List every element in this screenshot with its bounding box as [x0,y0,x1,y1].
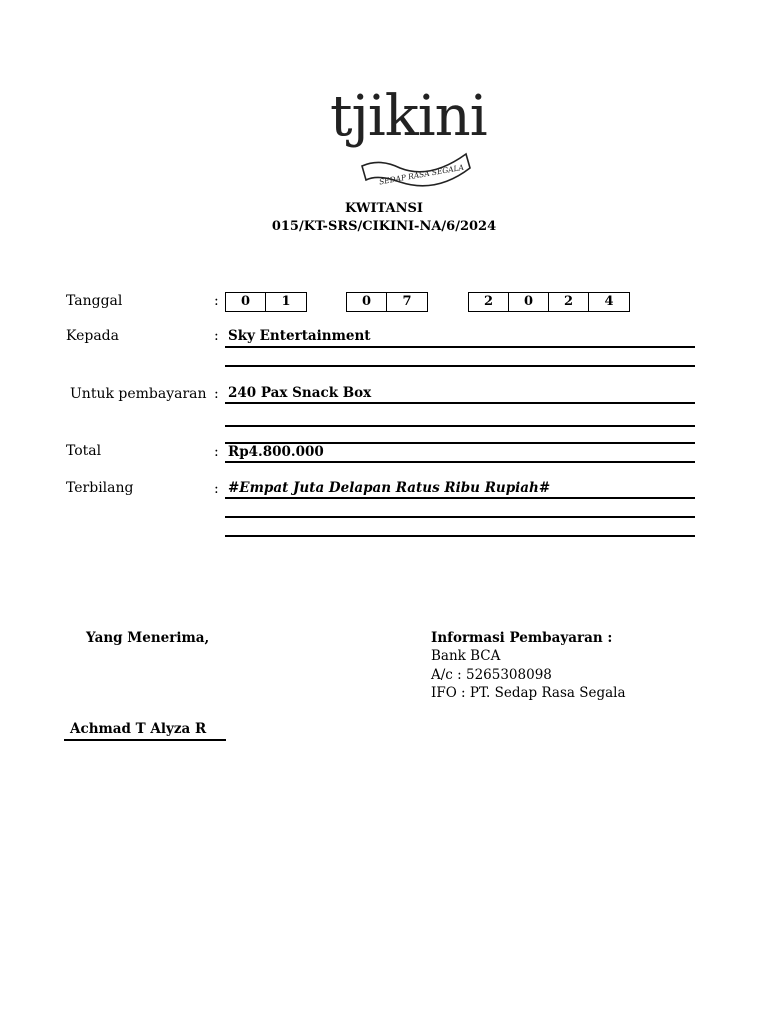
receiver-title: Yang Menerima, [86,630,210,646]
date-day-box [225,292,307,312]
fill-line [225,516,695,518]
payment-info-title: Informasi Pembayaran : [431,630,613,646]
date-month-box [346,292,428,312]
untuk-value: 240 Pax Snack Box [228,385,372,401]
terbilang-value: #Empat Juta Delapan Ratus Ribu Rupiah# [228,480,551,496]
payment-bank: Bank BCA [431,648,501,664]
fill-line [225,365,695,367]
payment-account: A/c : 5265308098 [431,667,552,683]
receiver-name: Achmad T Alyza R [70,721,207,737]
document-title: KWITANSI [345,201,423,216]
total-value: Rp4.800.000 [228,444,324,460]
date-digit: 2 [549,293,589,311]
colon: : [214,293,219,309]
date-digit: 0 [347,293,387,311]
colon: : [214,444,219,460]
payment-holder: IFO : PT. Sedap Rasa Segala [431,685,626,701]
total-label: Total [66,443,102,459]
date-digit: 7 [402,294,412,309]
fill-line [225,346,695,348]
date-digit: 0 [226,293,266,311]
kepada-label: Kepada [66,328,119,344]
fill-line [225,497,695,499]
logo-tagline: SEDAP RASA SEGALA [378,162,465,187]
colon: : [214,386,219,402]
company-logo [330,84,487,192]
date-year-box [468,292,630,312]
fill-line [225,402,695,404]
kepada-value: Sky Entertainment [228,328,371,344]
fill-line [225,535,695,537]
date-digit: 0 [509,293,549,311]
document-number: 015/KT-SRS/CIKINI-NA/6/2024 [271,219,497,234]
colon: : [214,481,219,497]
tanggal-label: Tanggal [66,293,123,309]
date-digit: 1 [281,294,291,309]
logo-ribbon [360,144,472,192]
colon: : [214,328,219,344]
terbilang-label: Terbilang [66,480,134,496]
fill-line [225,425,695,427]
untuk-label: Untuk pembayaran [70,386,207,402]
date-digit: 4 [604,294,614,309]
fill-line [225,461,695,463]
signature-line [64,739,226,741]
date-digit: 2 [469,293,509,311]
logo-wordmark: tjikini [330,84,487,149]
